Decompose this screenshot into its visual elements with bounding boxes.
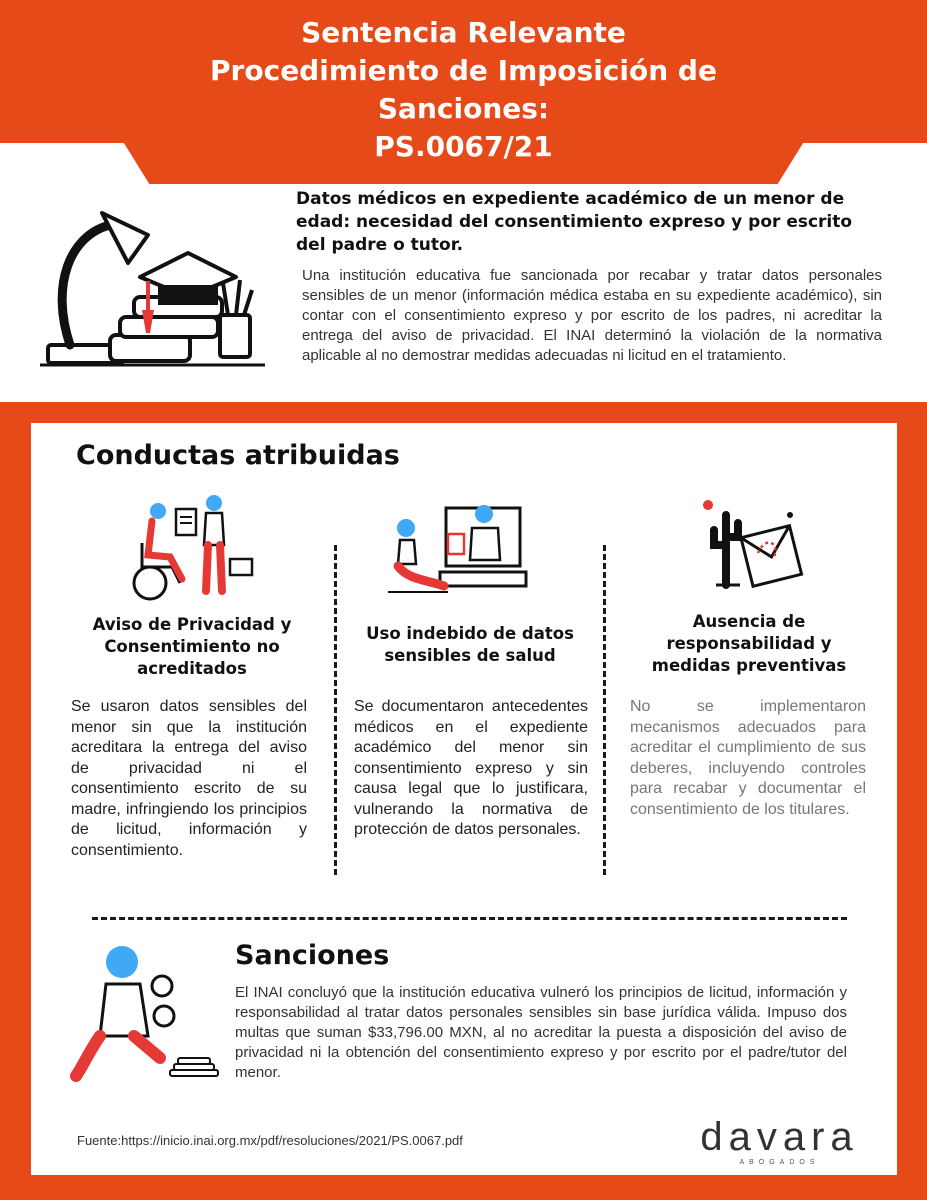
column-2-title: Uso indebido de datos sensibles de salud [366, 624, 574, 665]
page-title [0, 14, 927, 166]
title-line-4: PS.0067/21 [374, 130, 553, 163]
section-divider [92, 917, 847, 920]
wheelchair-document-illustration [130, 495, 260, 605]
title-line-2: Procedimiento de Imposición de [210, 54, 717, 87]
desk-lamp-books-illustration [40, 205, 270, 375]
column-3-body: No se implementaron mecanismos adecuados para acreditar el cumplimiento de sus deberes, incluyendo controles para recabar y documentar el consentimiento de los titulares. [630, 698, 866, 818]
brand-name: davara [700, 1115, 859, 1159]
intro-summary: Una institución educativa fue sancionada por recabar y tratar datos personales sensibles de un menor (información médica estaba en su expediente académico), sin contar con el consentimiento expreso y por escrito de los padres, ni acreditar la entrega del aviso de privacidad. El INAI determinó la violación de la normativa aplicable al no demostrar medidas adecuadas ni licitud en el tratamiento. [302, 267, 882, 364]
cactus-envelope-illustration [696, 495, 806, 590]
column-1-title: Aviso de Privacidad y Consentimiento no acreditados [92, 615, 292, 678]
conductas-title: Conductas atribuidas [76, 440, 400, 471]
column-divider-2 [603, 545, 606, 875]
sanciones-title: Sanciones [235, 940, 390, 971]
intro-heading: Datos médicos en expediente académico de un menor de edad: necesidad del consentimiento expreso y por escrito del padre o tutor. [296, 189, 853, 255]
column-2-body: Se documentaron antecedentes médicos en el expediente académico del menor sin consentimiento expreso y sin causa legal que lo justificara, vulnerando la normativa de protección de datos personales. [354, 698, 588, 838]
sanciones-body: El INAI concluyó que la institución educativa vulneró los principios de licitud, información y responsabilidad al tratar datos personales sensibles sin base jurídica válida. Impuso dos multas que suman $33,796.00 MXN, al no acreditar la puesta a disposición del aviso de privacidad ni la obtención del consentimiento expreso y por escrito por el padre/tutor del menor. [235, 984, 847, 1081]
column-3-title: Ausencia de responsabilidad y medidas preventivas [651, 612, 847, 675]
brand-subtitle: ABOGADOS [739, 1159, 820, 1166]
coins-person-illustration [70, 940, 225, 1085]
source-link[interactable]: Fuente:https://inicio.inai.org.mx/pdf/resoluciones/2021/PS.0067.pdf [77, 1133, 463, 1148]
title-line-1: Sentencia Relevante [301, 16, 626, 49]
brand-logo [697, 1115, 862, 1166]
laptop-health-illustration [388, 500, 528, 595]
title-line-3: Sanciones: [377, 92, 550, 125]
column-1-body: Se usaron datos sensibles del menor sin que la institución acreditara la entrega del aviso de privacidad ni el consentimiento escrito de su madre, infringiendo los principios de licitud, información y consentimiento. [71, 698, 307, 859]
column-divider-1 [334, 545, 337, 875]
